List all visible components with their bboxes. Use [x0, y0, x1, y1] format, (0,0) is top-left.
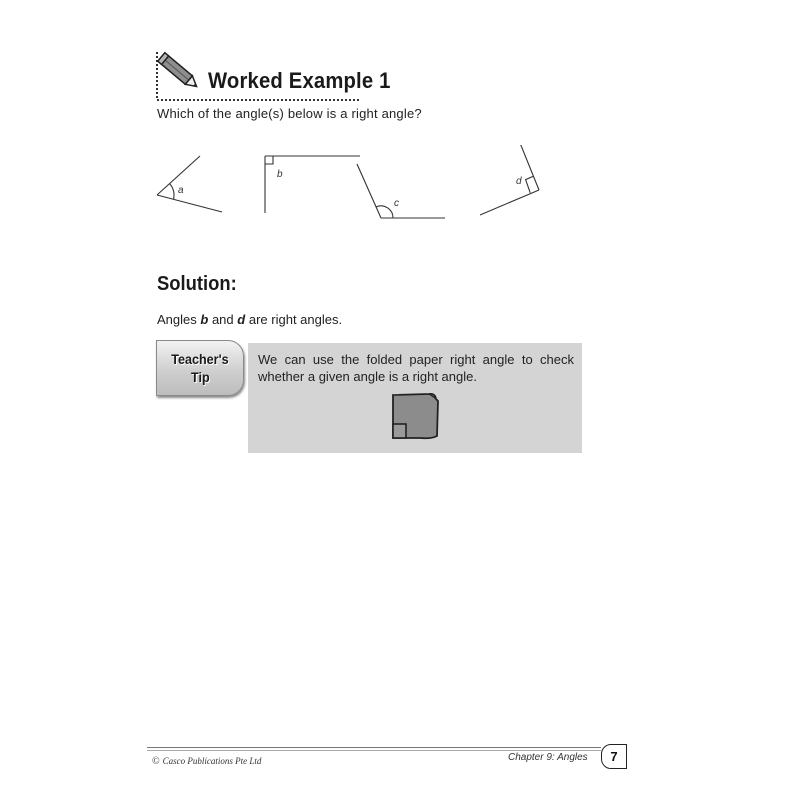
teachers-tip-box: [248, 343, 582, 453]
solution-text-after: are right angles.: [248, 312, 343, 327]
question-text: Which of the angle(s) below is a right angle?: [157, 106, 422, 121]
angle-c: [357, 164, 445, 218]
solution-angle-1: b: [200, 312, 209, 327]
angle-d-label: d: [516, 176, 522, 187]
footer-rule-bottom: [147, 750, 601, 751]
pencil-icon: [154, 50, 206, 100]
angle-a: [157, 156, 222, 212]
copyright-notice: [152, 756, 261, 767]
worked-example-heading: Worked Example 1: [208, 68, 391, 93]
tip-text: We can use the folded paper right angle to check whether a given angle is a right angle.: [258, 352, 574, 384]
solution-angle-2: d: [237, 312, 246, 327]
angles-figure: [150, 145, 550, 225]
folded-paper-icon: [391, 391, 439, 441]
angle-b: [265, 156, 360, 213]
teachers-tip-badge: [156, 340, 244, 396]
solution-text-middle: and: [211, 312, 234, 327]
heading-dotted-rule: [157, 99, 359, 101]
angle-d: [480, 145, 540, 215]
tip-badge-line-1: Teacher's: [171, 351, 229, 367]
page-number: 7: [601, 744, 627, 769]
copyright-text: Casco Publications Pte Ltd: [162, 756, 262, 766]
angle-a-label: a: [178, 185, 184, 196]
copyright-symbol: ©: [152, 756, 160, 767]
tip-badge-line-2: Tip: [190, 369, 210, 385]
chapter-label: Chapter 9: Angles: [508, 752, 588, 763]
solution-text-before: Angles: [157, 312, 197, 327]
solution-text: [157, 312, 342, 327]
angle-c-label: c: [394, 198, 399, 209]
solution-heading: Solution:: [157, 273, 237, 295]
angle-b-label: b: [277, 169, 283, 180]
footer-rule-top: [147, 747, 601, 748]
